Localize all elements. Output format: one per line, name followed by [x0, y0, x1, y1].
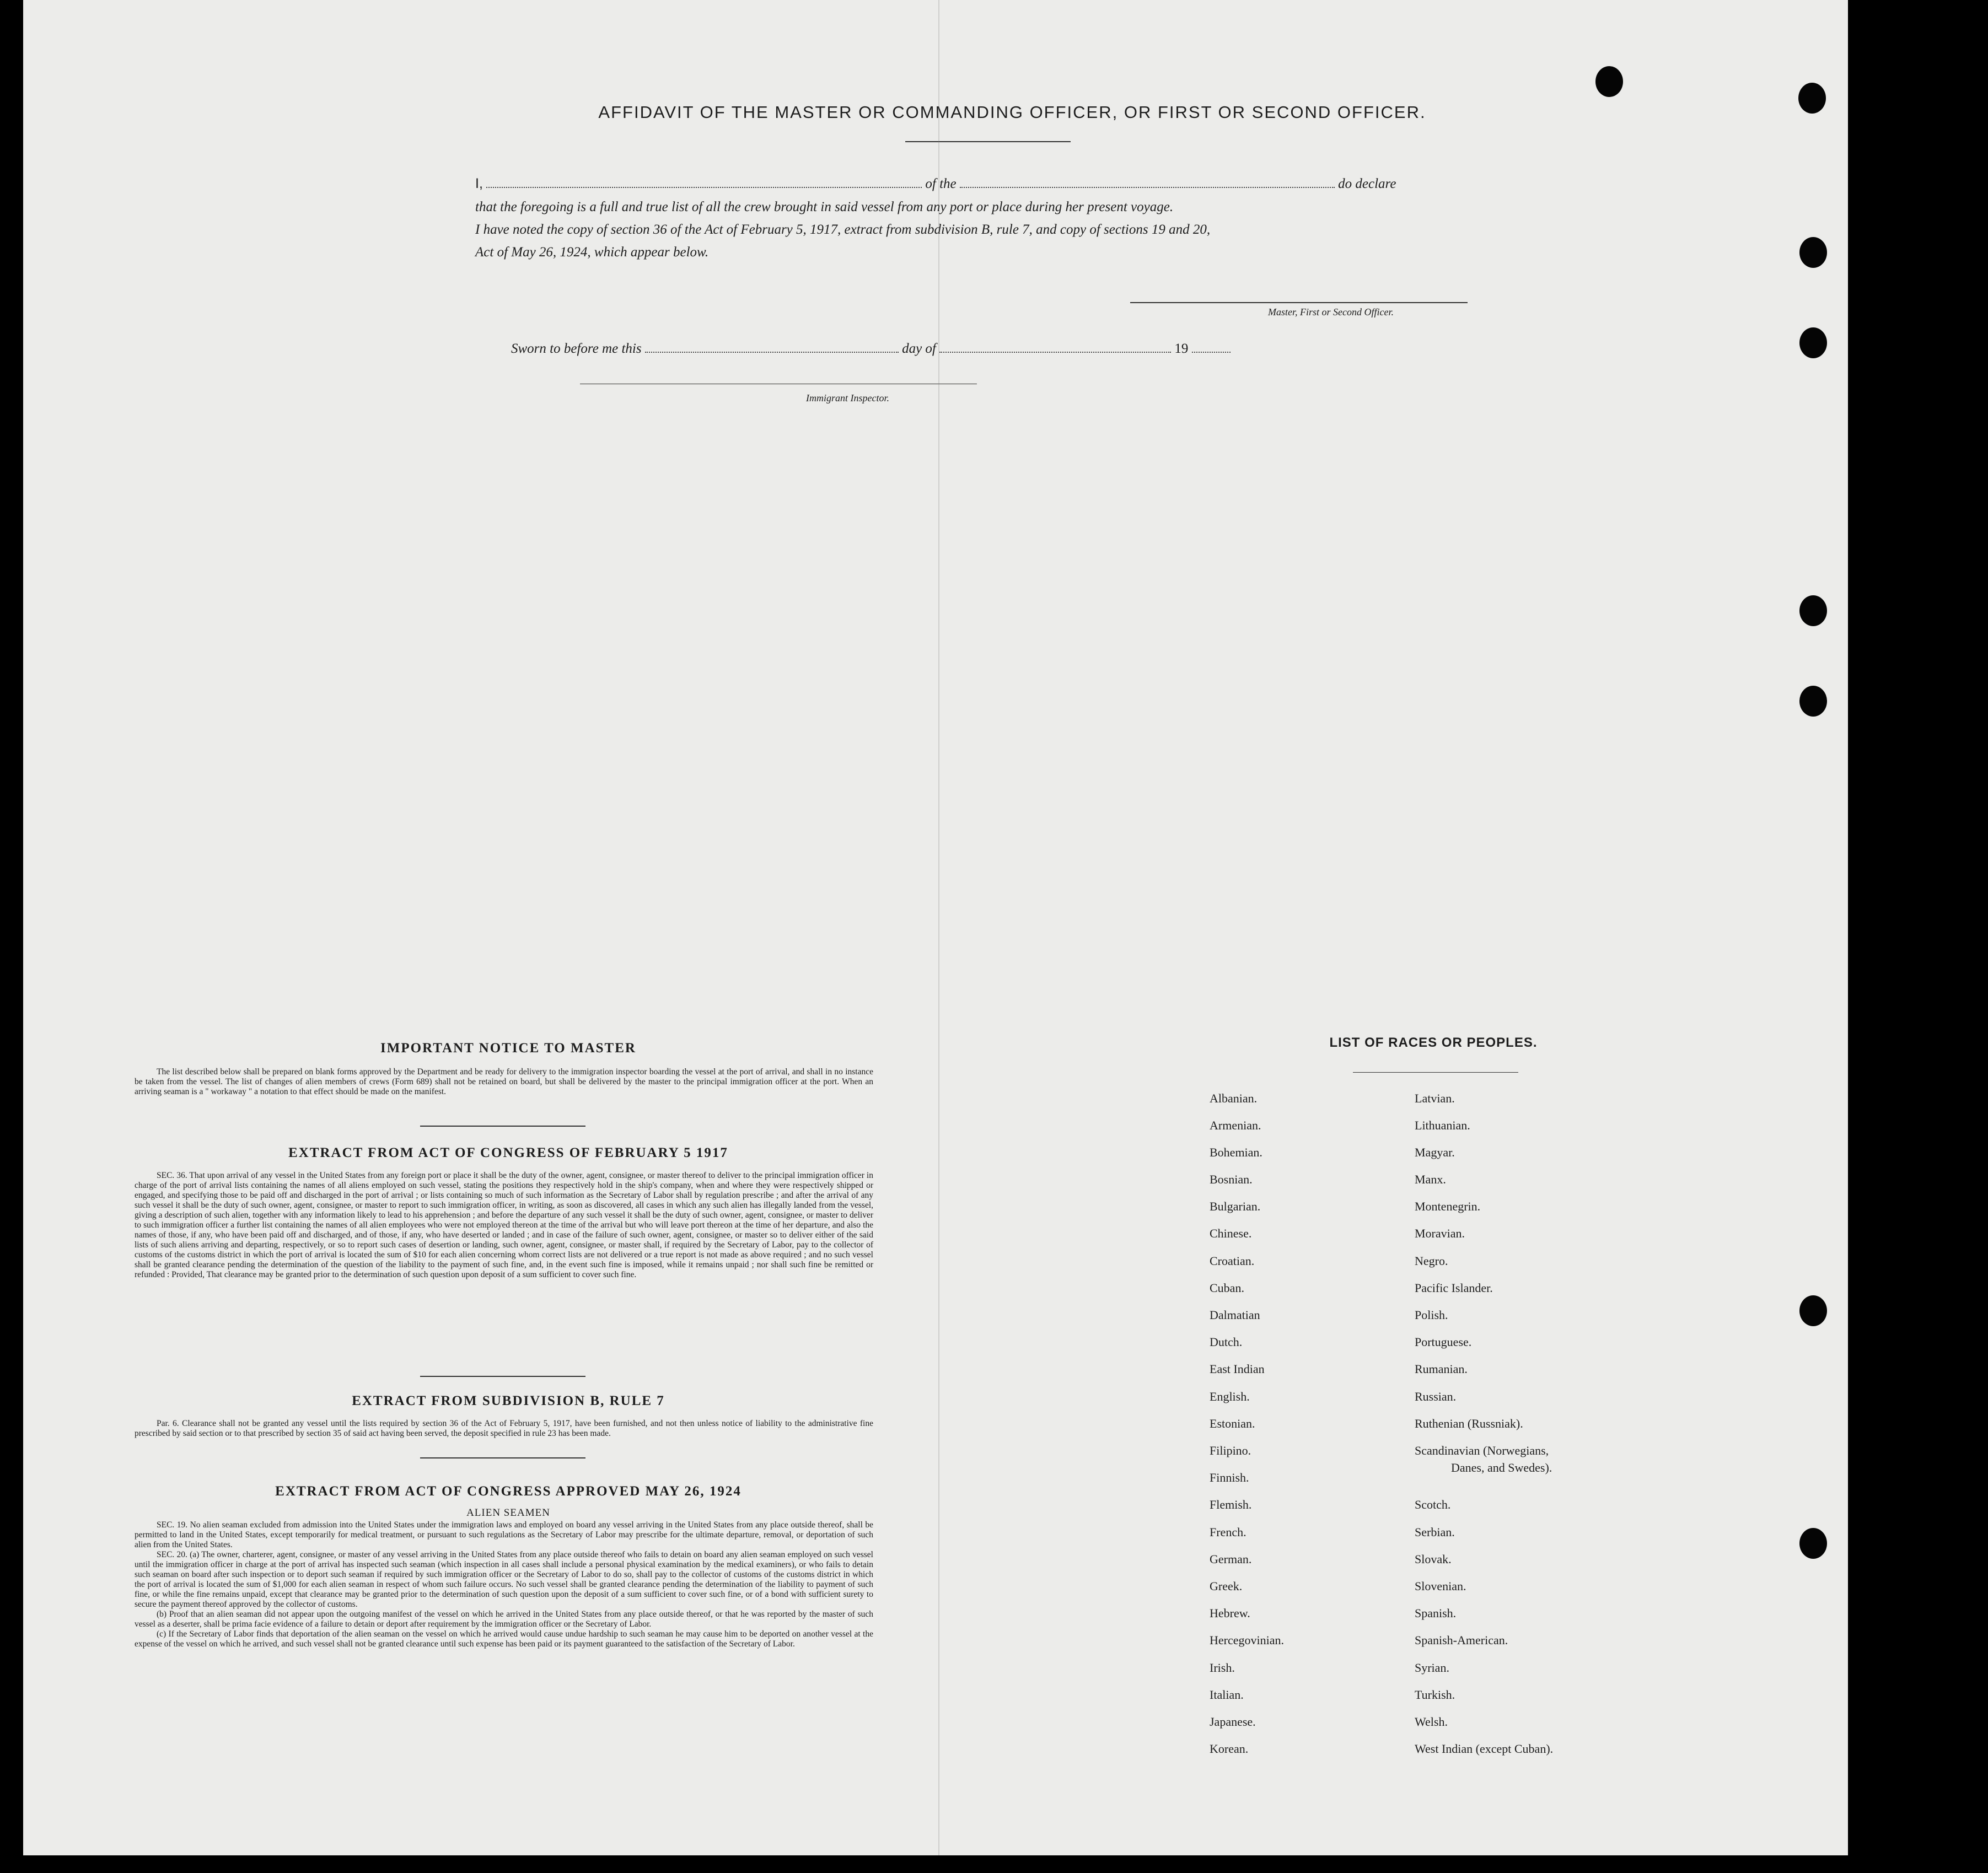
punch-hole [1799, 1295, 1827, 1326]
race-item: Bulgarian. [1210, 1199, 1261, 1213]
section-20c: (c) If the Secretary of Labor finds that deportation of the alien seaman on the vessel on which he arrived would cause undue hardship to such seaman he may cause him to be deported on another vessel at the expense of the vessel on which he arrived, and such vessel shall not be granted clearance until such expense has been paid or its payment guaranteed to the satisfaction of the Secretary of Labor. [135, 1629, 873, 1649]
race-item: Russian. [1415, 1390, 1457, 1403]
inspector-label: Immigrant Inspector. [806, 392, 889, 403]
divider [1353, 1072, 1518, 1073]
section-20b: (b) Proof that an alien seaman did not appear upon the outgoing manifest of the vessel on which he arrived in the United States from any place outside thereof, or that he was reported by the master of such vessel as a deserter, shall be prima facie evidence of a failure to detain or deport after requirement by the immigration officer or the Secretary of Labor. [135, 1610, 873, 1629]
race-item: Negro. [1415, 1254, 1448, 1268]
race-item: Greek. [1210, 1579, 1243, 1593]
race-item: Montenegrin. [1415, 1199, 1481, 1213]
extract-1924-title: EXTRACT FROM ACT OF CONGRESS APPROVED MAY 26, 1924 [275, 1484, 742, 1499]
race-item: Slovak. [1415, 1552, 1452, 1566]
race-item: Finnish. [1210, 1471, 1249, 1484]
punch-hole [1595, 66, 1623, 97]
race-item: Latvian. [1415, 1091, 1455, 1105]
sworn-day-field[interactable] [645, 338, 899, 353]
extract-rule7-title: EXTRACT FROM SUBDIVISION B, RULE 7 [352, 1393, 665, 1408]
race-item: Polish. [1415, 1308, 1448, 1322]
divider [420, 1376, 585, 1377]
extract-1917-title: EXTRACT FROM ACT OF CONGRESS OF FEBRUARY 5 1917 [288, 1145, 728, 1160]
race-item: English. [1210, 1390, 1250, 1403]
race-item: Spanish-American. [1415, 1633, 1508, 1647]
race-item: Pacific Islander. [1415, 1281, 1493, 1295]
punch-hole [1798, 83, 1826, 114]
race-item: Irish. [1210, 1661, 1235, 1675]
punch-hole [1799, 595, 1827, 626]
divider [905, 141, 1071, 142]
race-item: Manx. [1415, 1172, 1446, 1186]
race-item: Slovenian. [1415, 1579, 1466, 1593]
extract-1924-subtitle: ALIEN SEAMEN [466, 1507, 550, 1519]
race-item: Croatian. [1210, 1254, 1255, 1268]
race-item: Albanian. [1210, 1091, 1258, 1105]
race-item: Lithuanian. [1415, 1118, 1470, 1132]
race-item: Italian. [1210, 1688, 1244, 1702]
extract-1917-body: SEC. 36. That upon arrival of any vessel in the United States from any foreign port or place it shall be the duty of the owner, agent, consignee, or master thereof to deliver to the principal immigration officer in charge of the port of arrival lists containing the names of all aliens employed on such vessel, stating the positions they respectively hold in the ship's company, when and where they were respectively shipped or engaged, and specifying those to be paid off and discharged in the port of arrival ; or lists containing so much of such information as the Secretary of Labor shall by regulation prescribe ; and after the arrival of any such vessel it shall be the duty of such owner, agent, consignee, or master to report to such immigration officer, in writing, as soon as discovered, all cases in which any such alien has illegally landed from the vessel, giving a description of such alien, together with any information likely to lead to his apprehension ; and before the departure of any such vessel it shall be the duty of such owner, agent, consignee, or master to deliver to such immigration officer a further list containing the names of all alien employees who were not employed thereon at the time of the arrival but who will leave port thereon at the time of her departure, and also the names of those, if any, who have been paid off and discharged, and of those, if any, who have deserted or landed ; and in case of the failure of such owner, agent, consignee, or master so to deliver either of the said lists of such aliens arriving and departing, respectively, or so to report such cases of desertion or landing, such owner, agent, consignee, or master shall, if required by the Secretary of Labor, pay to the collector of customs of the customs district in which the port of arrival is located the sum of $10 for each alien concerning whom correct lists are not delivered or a true report is not made as above required ; and no such vessel shall be granted clearance pending the determination of the question of the liability to the payment of such fine, and, in the event such fine is imposed, while it remains unpaid ; nor shall such fine be remitted or refunded : Provided, That clearance may be granted prior to the determination of such question upon deposit of a sum sufficient to cover such fine. [135, 1171, 873, 1279]
punch-hole [1799, 1528, 1827, 1559]
section-20a: SEC. 20. (a) The owner, charterer, agent, consignee, or master of any vessel arriving in the United States from any place outside thereof who fails to detain on board any alien seaman employed on such vessel until the immigration officer in charge at the port of arrival has inspected such seaman (which inspection in all cases shall include a personal physical examination by the medical examiners), or who fails to detain such seaman on board after such inspection or to deport such seaman if required by such immigration officer or the Secretary of Labor to do so, shall pay to the collector of customs of the customs district in which the port of arrival is located the sum of $1,000 for each alien seaman in respect of whom such failure occurs. No such vessel shall be granted clearance pending the determination of the liability to payment of such fine, or while the fine remains unpaid, except that clearance may be granted prior to the determination of such question upon the deposit of a sum sufficient to cover such fine, or of a bond with sufficient surety to secure the payment thereof approved by the collector of customs. [135, 1550, 873, 1609]
race-item: East Indian [1210, 1362, 1265, 1376]
sworn-line [511, 338, 1231, 357]
race-item: Bohemian. [1210, 1145, 1262, 1159]
sworn-label: Sworn to before me this [511, 341, 642, 356]
race-item: Estonian. [1210, 1417, 1255, 1430]
punch-hole [1799, 686, 1827, 717]
race-item: Filipino. [1210, 1444, 1251, 1457]
extract-1924-body [135, 1520, 873, 1649]
race-item: French. [1210, 1525, 1246, 1539]
master-signature-line[interactable] [1130, 302, 1468, 303]
race-item: Hercegovinian. [1210, 1633, 1284, 1647]
affidavit-line-2: that the foregoing is a full and true list of all the crew brought in said vessel from any port or place during her present voyage. [475, 200, 1174, 214]
notice-body: The list described below shall be prepared on blank forms approved by the Department and be ready for delivery to the immigration inspector boarding the vessel at the port of arrival, and shall in no instance be taken from the vessel. The list of changes of alien members of crews (Form 689) shall not be retained on board, but shall be delivered by the master to the principal immigration officer at the port. When an arriving seaman is a " workaway " a notation to that effect should be made on the manifest. [135, 1067, 873, 1096]
race-item: Dutch. [1210, 1335, 1243, 1349]
race-item: Moravian. [1415, 1226, 1465, 1240]
affidavit-line-4: Act of May 26, 1924, which appear below. [475, 245, 709, 260]
race-item: Turkish. [1415, 1688, 1455, 1702]
race-item: Scotch. [1415, 1498, 1451, 1511]
race-item: Welsh. [1415, 1715, 1448, 1729]
vessel-field[interactable] [960, 174, 1335, 188]
race-item: Serbian. [1415, 1525, 1455, 1539]
of-the-label: of the [925, 176, 957, 191]
do-declare-label: do declare [1338, 176, 1396, 191]
master-signature-label: Master, First or Second Officer. [1268, 306, 1394, 317]
i-label: I, [475, 176, 483, 191]
race-item: Scandinavian (Norwegians, [1415, 1444, 1549, 1457]
race-item: Syrian. [1415, 1661, 1449, 1675]
punch-hole [1799, 327, 1827, 358]
race-item: Danes, and Swedes). [1451, 1461, 1552, 1474]
extract-rule7-body: Par. 6. Clearance shall not be granted any vessel until the lists required by section 36 of the Act of February 5, 1917, have been furnished, and not then unless notice of liability to the administrative fine prescribed by said section or to that prescribed by section 35 of said act having been served, the deposit specified in rule 23 has been made. [135, 1419, 873, 1438]
punch-hole [1799, 237, 1827, 268]
race-item: Portuguese. [1415, 1335, 1472, 1349]
race-item: Bosnian. [1210, 1172, 1253, 1186]
race-item: Korean. [1210, 1742, 1249, 1756]
races-title: LIST OF RACES OR PEOPLES. [1329, 1035, 1538, 1050]
notice-title: IMPORTANT NOTICE TO MASTER [380, 1041, 636, 1056]
document-page [23, 0, 1848, 1855]
race-item: Spanish. [1415, 1606, 1457, 1620]
race-item: Armenian. [1210, 1118, 1261, 1132]
sworn-month-field[interactable] [939, 338, 1171, 353]
race-item: German. [1210, 1552, 1252, 1566]
race-item: Dalmatian [1210, 1308, 1260, 1322]
race-item: Ruthenian (Russniak). [1415, 1417, 1523, 1430]
race-item: Chinese. [1210, 1226, 1252, 1240]
race-item: Magyar. [1415, 1145, 1455, 1159]
race-item: Japanese. [1210, 1715, 1256, 1729]
divider [420, 1126, 585, 1127]
race-item: Rumanian. [1415, 1362, 1468, 1376]
race-item: Cuban. [1210, 1281, 1244, 1295]
sworn-year-field[interactable] [1192, 338, 1231, 353]
divider [420, 1457, 585, 1458]
race-item: Flemish. [1210, 1498, 1252, 1511]
affidavit-title: AFFIDAVIT OF THE MASTER OR COMMANDING OFFICER, OR FIRST OR SECOND OFFICER. [598, 103, 1426, 122]
race-item: Hebrew. [1210, 1606, 1250, 1620]
name-field[interactable] [486, 174, 922, 188]
section-19: SEC. 19. No alien seaman excluded from admission into the United States under the immigration laws and employed on board any vessel arriving in the United States from any place outside thereof, shall be permitted to land in the United States, except temporarily for medical treatment, or pursuant to such regulations as the Secretary of Labor may prescribe for the ultimate departure, removal, or deportation of such alien from the United States. [135, 1520, 873, 1549]
affidavit-line-3: I have noted the copy of section 36 of the Act of February 5, 1917, extract from subdivision B, rule 7, and copy of sections 19 and 20, [475, 222, 1211, 237]
day-of-label: day of [902, 341, 936, 356]
year-prefix: 19 [1174, 341, 1189, 356]
race-item: West Indian (except Cuban). [1415, 1742, 1554, 1756]
affidavit-line-1 [475, 173, 1495, 195]
